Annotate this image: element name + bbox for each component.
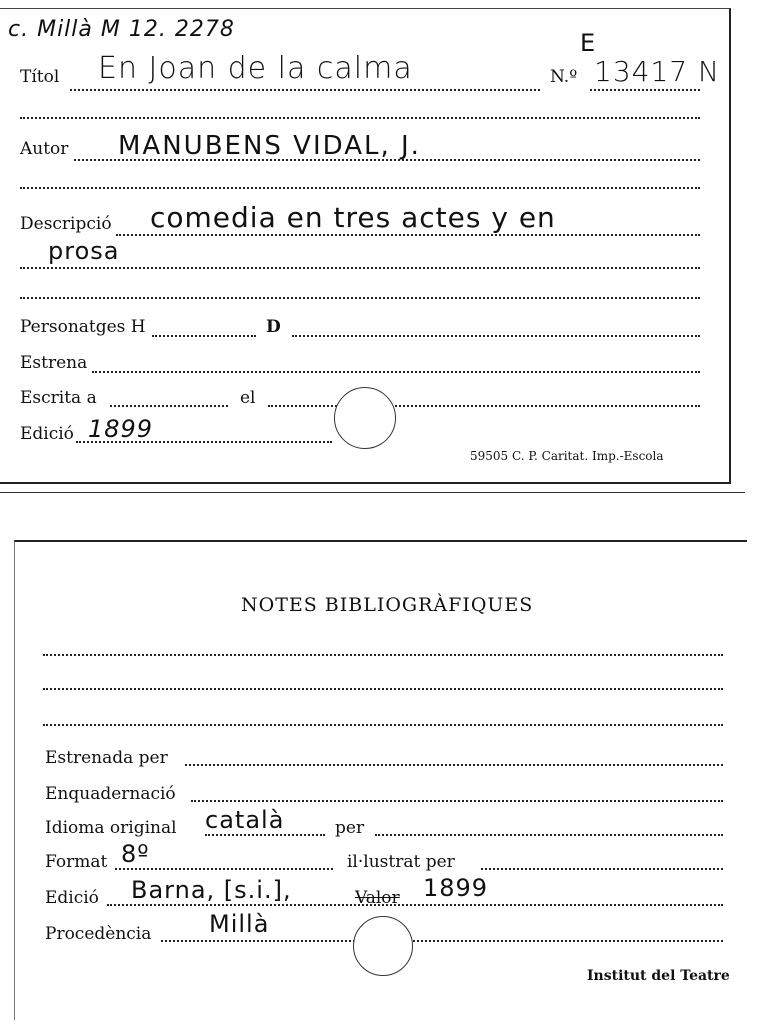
notes-dotted-line [43, 688, 723, 690]
titol-label: Títol [20, 67, 60, 87]
printer-imprint: 59505 C. P. Caritat. Imp.-Escola [470, 449, 664, 463]
numero-dotted-line [590, 89, 700, 91]
edicio-label: Edició [45, 888, 99, 908]
blank-dotted-line [20, 117, 700, 119]
edicio-value: 1899 [88, 415, 154, 443]
el-label: el [240, 388, 256, 408]
format-label: Format [45, 852, 108, 872]
personatges-d-dotted-line [292, 335, 700, 337]
procedencia-value: Millà [209, 910, 270, 938]
autor-label: Autor [20, 139, 69, 159]
idioma-per-dotted-line [375, 834, 723, 836]
descripcio-dotted-line-2 [20, 267, 700, 269]
estrena-label: Estrena [20, 353, 88, 373]
personatges-d-label: D [266, 317, 281, 337]
escrita-label: Escrita a [20, 388, 97, 408]
idioma-label: Idioma original [45, 818, 177, 838]
format-dotted-line [115, 868, 333, 870]
idioma-dotted-line [205, 834, 325, 836]
catalog-card-back [14, 540, 747, 1020]
handwritten-shelf-annotation: c. Millà M 12. 2278 [8, 17, 235, 42]
estrenada-label: Estrenada per [45, 748, 168, 768]
procedencia-dotted-line [161, 940, 723, 942]
format-value: 8º [121, 840, 150, 868]
descripcio-value-line1: comedia en tres actes y en [150, 201, 556, 234]
numero-label: N.º [550, 67, 578, 87]
blank-dotted-line [20, 297, 700, 299]
idioma-value: català [205, 806, 285, 834]
escrita-dotted-line [110, 405, 228, 407]
catalog-card-front [0, 8, 731, 484]
personatges-label: Personatges H [20, 317, 146, 337]
personatges-h-dotted-line [152, 335, 256, 337]
punch-hole [353, 916, 413, 976]
institution-name: Institut del Teatre [587, 968, 730, 984]
descripcio-value-line2: prosa [48, 237, 120, 265]
notes-heading: NOTES BIBLIOGRÀFIQUES [241, 594, 534, 616]
el-dotted-line [268, 405, 700, 407]
idioma-per-label: per [335, 818, 365, 838]
estrena-dotted-line [92, 371, 700, 373]
descripcio-dotted-line [116, 234, 700, 236]
punch-hole [334, 387, 396, 449]
blank-dotted-line [20, 187, 700, 189]
titol-dotted-line [70, 89, 540, 91]
titol-value: En Joan de la calma [98, 51, 413, 86]
numero-letter: E [580, 29, 597, 57]
numero-value: 13417 N [594, 55, 720, 88]
autor-value: MANUBENS VIDAL, J. [118, 131, 421, 161]
enquadernacio-label: Enquadernació [45, 784, 176, 804]
notes-dotted-line [43, 654, 723, 656]
descripcio-label: Descripció [20, 214, 112, 234]
notes-dotted-line [43, 724, 723, 726]
estrenada-dotted-line [185, 764, 723, 766]
illustrat-label: il·lustrat per [347, 852, 455, 872]
edicio-label: Edició [20, 424, 74, 444]
card-separator-line [0, 492, 745, 493]
valor-label: Valor [355, 888, 400, 908]
illustrat-dotted-line [481, 868, 723, 870]
valor-value: 1899 [423, 874, 489, 902]
enquadernacio-dotted-line [191, 800, 723, 802]
edicio-value: Barna, [s.i.], [131, 876, 292, 904]
procedencia-label: Procedència [45, 924, 152, 944]
edicio-dotted-line [107, 904, 723, 906]
